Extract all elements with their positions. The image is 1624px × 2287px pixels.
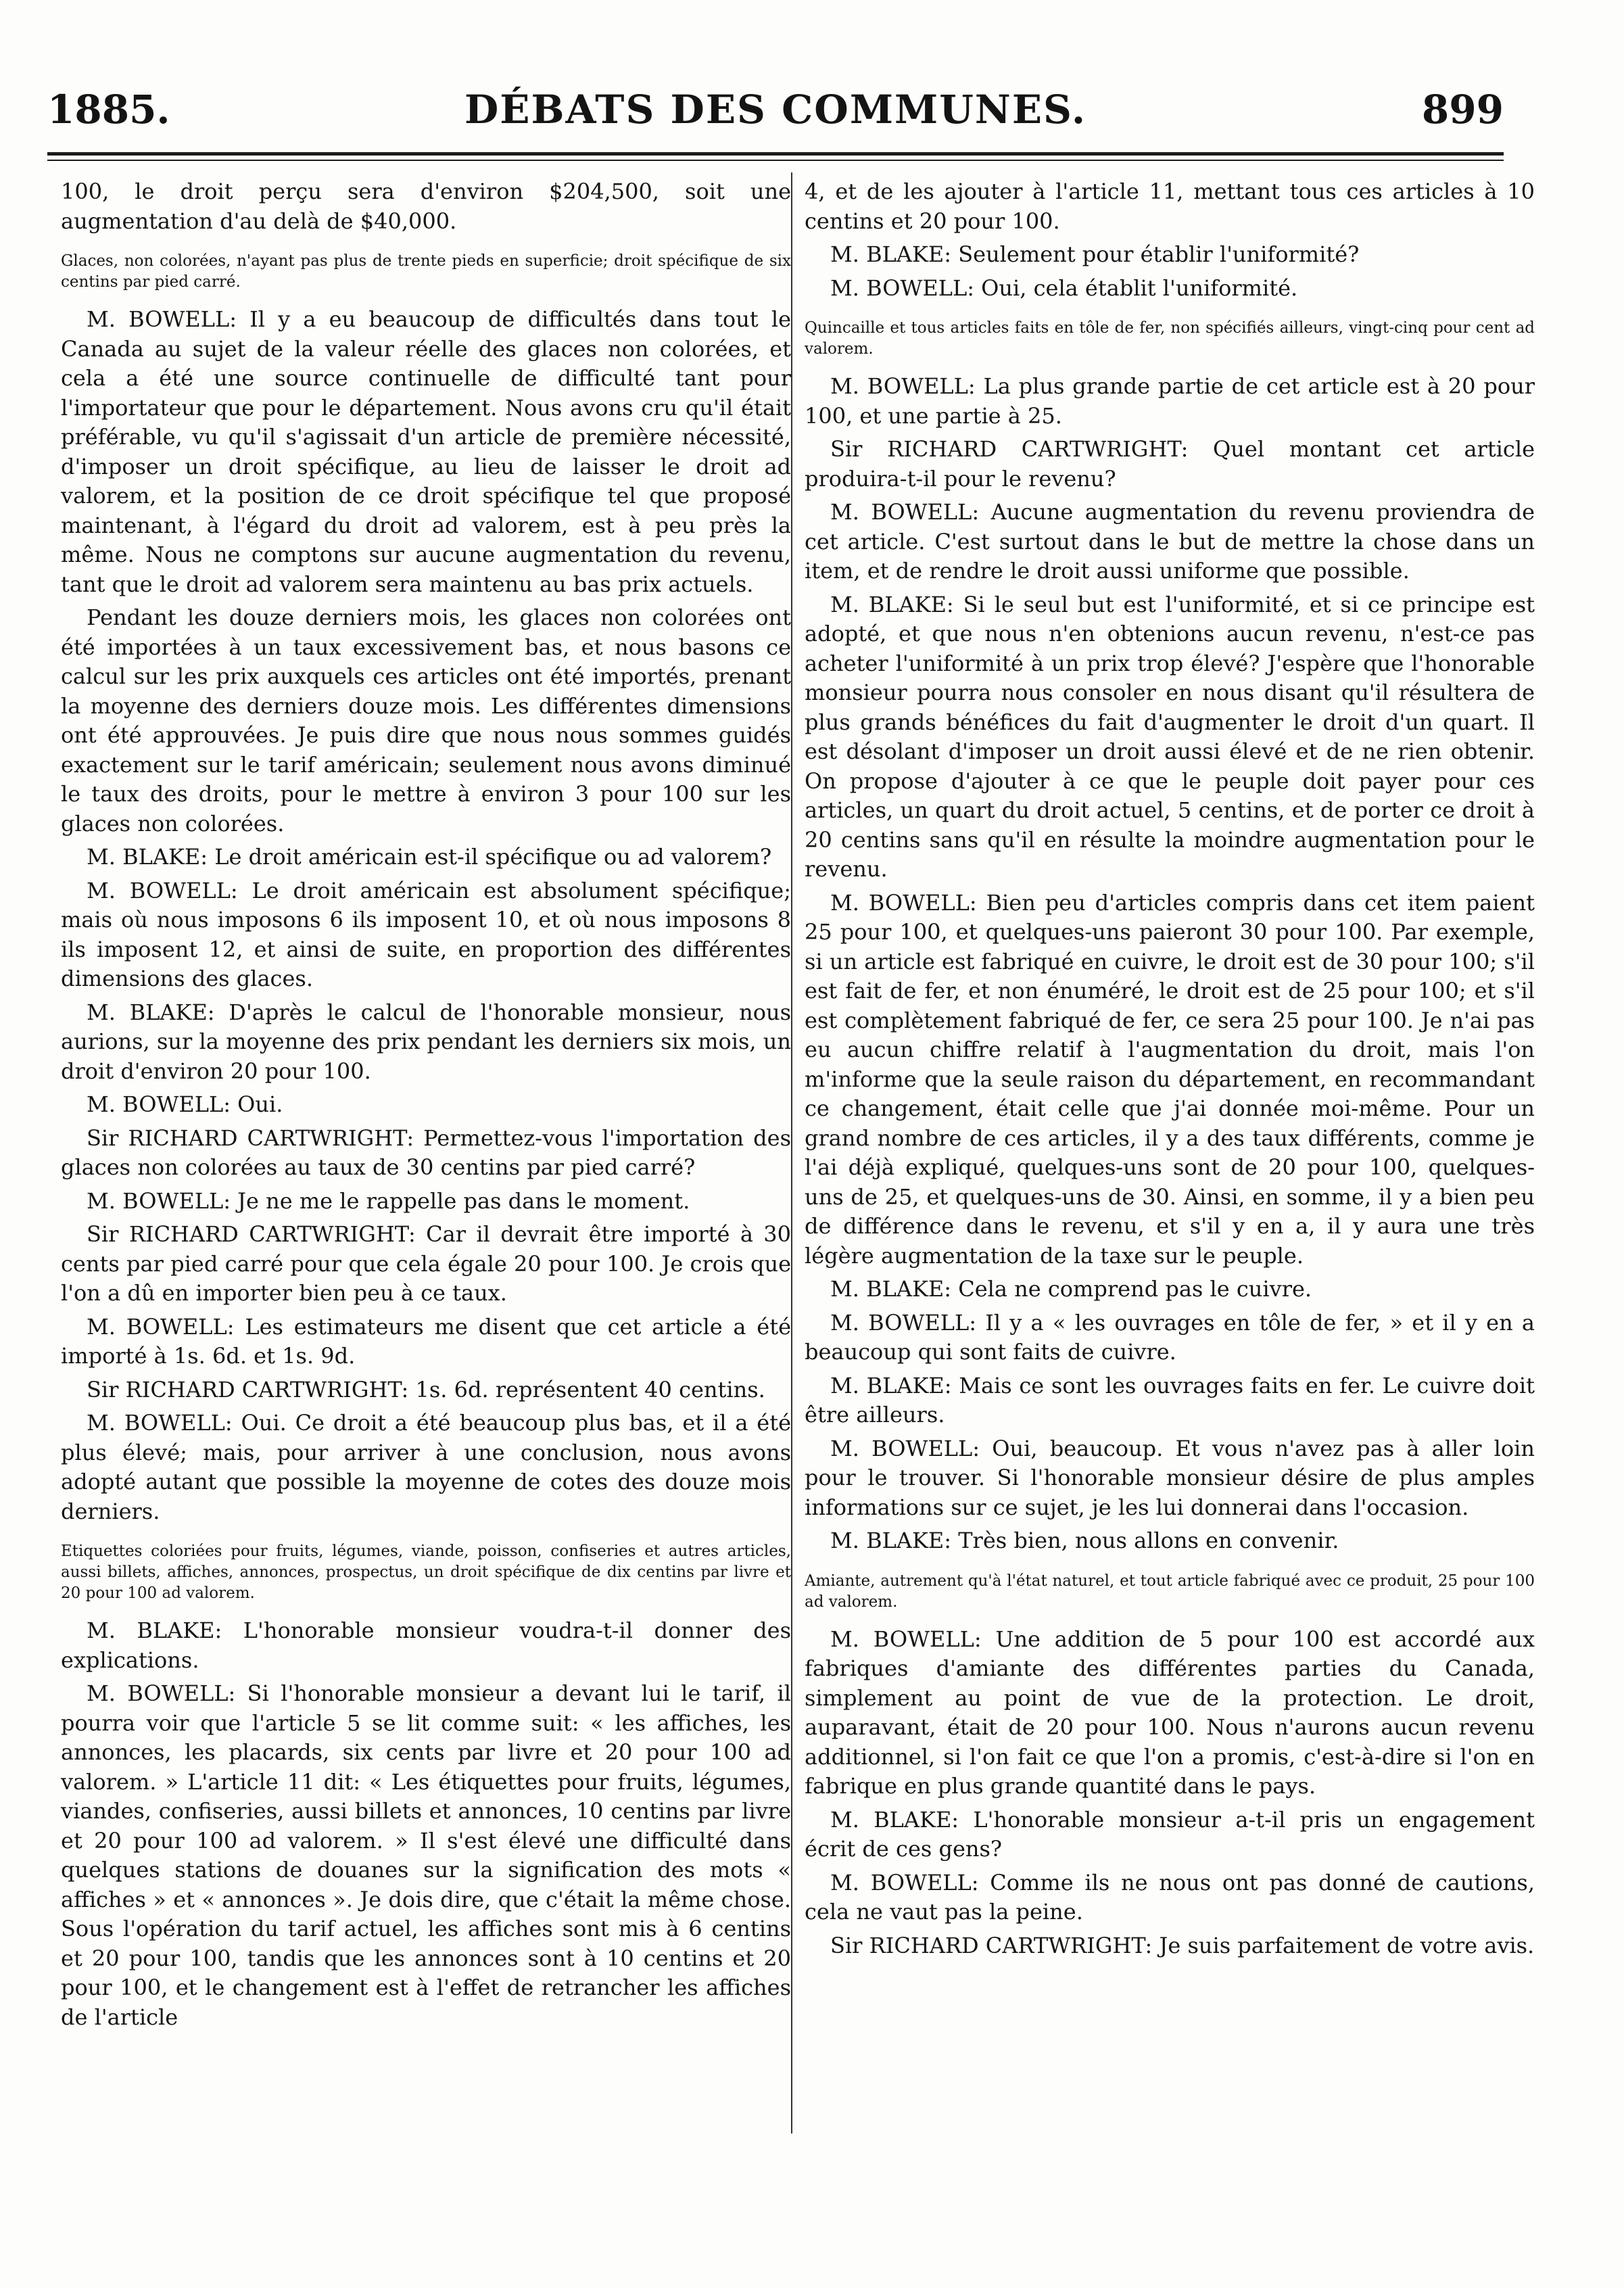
tariff-item: Glaces, non colorées, n'ayant pas plus de trente pieds en superficie; droit spécifique de six centins par pied carré. bbox=[61, 252, 791, 291]
tariff-item: Quincaille et tous articles faits en tôle de fer, non spécifiés ailleurs, vingt-cinq pour cent ad valorem. bbox=[805, 319, 1535, 358]
debate-paragraph: M. BLAKE: Le droit américain est-il spécifique ou ad valorem? bbox=[87, 844, 772, 870]
debate-paragraph: M. BOWELL: Le droit américain est absolument spécifique; mais où nous imposons 6 ils imposent 10, et où nous imposons 8 ils imposent 12, et ainsi de suite, en proportion des différentes dimensions des glaces. bbox=[61, 877, 791, 991]
debate-paragraph: Sir RICHARD CARTWRIGHT: Quel montant cet article produira-t-il pour le revenu? bbox=[805, 436, 1535, 492]
debate-paragraph: M. BOWELL: Oui. bbox=[87, 1091, 283, 1117]
debate-paragraph: M. BOWELL: Je ne me le rappelle pas dans le moment. bbox=[87, 1187, 690, 1214]
debate-paragraph: M. BOWELL: Il y a eu beaucoup de difficultés dans tout le Canada au sujet de la valeur réelle des glaces non colorées, et cela a été une source continuelle de difficulté tant pour l'importateur que pour le département. Nous avons cru qu'il était préférable, vu qu'il s'agissait d'un article de première nécessité, d'imposer un droit spécifique, au lieu de laisser le droit ad valorem, et la position de ce droit spécifique tel que proposé maintenant, à l'égard du droit ad valorem, est à peu près la même. Nous ne comptons sur aucune augmentation du revenu, tant que le droit ad valorem sera maintenu au bas prix actuels. bbox=[61, 306, 791, 597]
debate-paragraph: M. BOWELL: Oui, cela établit l'uniformité. bbox=[830, 275, 1298, 301]
debate-paragraph: M. BOWELL: Aucune augmentation du revenu proviendra de cet article. C'est surtout dans le but de mettre la chose dans un item, et de rendre le droit aussi uniforme que possible. bbox=[805, 499, 1535, 584]
debate-paragraph: Sir RICHARD CARTWRIGHT: Car il devrait être importé à 30 cents par pied carré pour que cela égale 20 pour 100. Je crois que l'on a dû en importer bien peu à ce taux. bbox=[61, 1221, 791, 1306]
debate-paragraph: Pendant les douze derniers mois, les glaces non colorées ont été importées à un taux excessivement bas, et nous basons ce calcul sur les prix auxquels ces articles ont été importés, prenant la moyenne des derniers douze mois. Les différentes dimensions ont été approuvées. Je puis dire que nous nous sommes guidés exactement sur le tarif américain; seulement nous avons diminué le taux des droits, pour le mettre à environ 3 pour 100 sur les glaces non colorées. bbox=[61, 605, 791, 836]
debate-paragraph: 100, le droit perçu sera d'environ $204,500, soit une augmentation d'au delà de $40,000. bbox=[61, 179, 791, 234]
left-column bbox=[61, 177, 791, 2036]
debate-paragraph: Sir RICHARD CARTWRIGHT: 1s. 6d. représentent 40 centins. bbox=[87, 1376, 765, 1402]
header-page-number: 899 bbox=[1421, 87, 1504, 133]
debate-paragraph: M. BOWELL: Oui. Ce droit a été beaucoup plus bas, et il a été plus élevé; mais, pour arriver à une conclusion, nous avons adopté autant que possible la moyenne de cotes des douze mois derniers. bbox=[61, 1410, 791, 1524]
debate-paragraph: Sir RICHARD CARTWRIGHT: Permettez-vous l'importation des glaces non colorées au taux de 30 centins par pied carré? bbox=[61, 1125, 791, 1180]
debate-paragraph: M. BLAKE: Cela ne comprend pas le cuivre. bbox=[830, 1276, 1312, 1302]
debate-paragraph: M. BLAKE: Seulement pour établir l'uniformité? bbox=[830, 241, 1360, 267]
debate-paragraph: M. BLAKE: L'honorable monsieur voudra-t-il donner des explications. bbox=[61, 1618, 791, 1673]
right-column bbox=[805, 177, 1535, 1964]
debate-paragraph: M. BLAKE: Mais ce sont les ouvrages faits en fer. Le cuivre doit être ailleurs. bbox=[805, 1372, 1535, 1428]
debate-paragraph: M. BOWELL: Les estimateurs me disent que cet article a été importé à 1s. 6d. et 1s. 9d. bbox=[61, 1313, 791, 1369]
tariff-item: Amiante, autrement qu'à l'état naturel, et tout article fabriqué avec ce produit, 25 pour 100 ad valorem. bbox=[805, 1572, 1535, 1611]
debate-paragraph: M. BLAKE: Très bien, nous allons en convenir. bbox=[830, 1528, 1339, 1553]
debate-paragraph: M. BLAKE: D'après le calcul de l'honorable monsieur, nous aurions, sur la moyenne des prix pendant les derniers six mois, un droit d'environ 20 pour 100. bbox=[61, 999, 791, 1084]
header-title: DÉBATS DES COMMUNES. bbox=[464, 87, 1087, 133]
column-divider bbox=[791, 172, 792, 2133]
debate-paragraph: M. BOWELL: Bien peu d'articles compris dans cet item paient 25 pour 100, et quelques-uns paieront 30 pour 100. Par exemple, si un article est fabriqué en cuivre, le droit est de 30 pour 100; s'il est fait de fer, et non énuméré, le droit est de 25 pour 100; et s'il est complètement fabriqué de fer, ce sera 25 pour 100. Je n'ai pas eu aucun chiffre relatif à l'augmentation du droit, mais l'on m'informe que la seule raison du département, en recommandant ce changement, était celle que j'ai donnée moi-même. Pour un grand nombre de ces articles, il y a des taux différents, comme je l'ai déjà expliqué, quelques-uns sont de 20 pour 100, quelques-uns de 25, et quelques-uns de 30. Ainsi, en somme, il y a bien peu de différence dans le revenu, et s'il y en a, il y aura une très légère augmentation de la taxe sur le peuple. bbox=[805, 889, 1535, 1269]
debate-paragraph: M. BOWELL: Il y a « les ouvrages en tôle de fer, » et il y en a beaucoup qui sont faits de cuivre. bbox=[805, 1309, 1535, 1365]
debate-paragraph: 4, et de les ajouter à l'article 11, mettant tous ces articles à 10 centins et 20 pour 100. bbox=[805, 179, 1535, 234]
debate-paragraph: M. BOWELL: La plus grande partie de cet article est à 20 pour 100, et une partie à 25. bbox=[805, 373, 1535, 429]
debate-paragraph: M. BLAKE: Si le seul but est l'uniformité, et si ce principe est adopté, et que nous n'en obtenions aucun revenu, n'est-ce pas acheter l'uniformité à un prix trop élevé? J'espère que l'honorable monsieur pourra nous consoler en nous disant qu'il résultera de plus grands bénéfices du fait d'augmenter le droit d'un quart. Il est désolant d'imposer un droit aussi élevé et de ne rien obtenir. On propose d'ajouter à ce que le peuple doit payer pour ces articles, un quart du droit actuel, 5 centins, et de porter ce droit à 20 centins sans qu'il en résulte la moindre augmentation pour le revenu. bbox=[805, 591, 1535, 882]
tariff-item: Etiquettes coloriées pour fruits, légumes, viande, poisson, confiseries et autres articles, aussi billets, affiches, annonces, prospectus, un droit spécifique de dix centins par livre et 20 pour 100 ad valorem. bbox=[61, 1542, 791, 1602]
debate-paragraph: M. BOWELL: Oui, beaucoup. Et vous n'avez pas à aller loin pour le trouver. Si l'honorable monsieur désire de plus amples informations sur ce sujet, je les lui donnerai dans l'occasion. bbox=[805, 1435, 1535, 1520]
header-rule bbox=[47, 152, 1504, 156]
debate-paragraph: M. BLAKE: L'honorable monsieur a-t-il pris un engagement écrit de ces gens? bbox=[805, 1806, 1535, 1862]
debate-paragraph: M. BOWELL: Comme ils ne nous ont pas donné de cautions, cela ne vaut pas la peine. bbox=[805, 1869, 1535, 1925]
debate-paragraph: M. BOWELL: Si l'honorable monsieur a devant lui le tarif, il pourra voir que l'article 5 se lit comme suit: « les affiches, les annonces, les placards, six cents par livre et 20 pour 100 ad valorem. » L'article 11 dit: « Les étiquettes pour fruits, légumes, viandes, confiseries, aussi billets et annonces, 10 centins par livre et 20 pour 100 ad valorem. » Il s'est élevé une difficulté dans quelques stations de douanes sur la signification des mots « affiches » et « annonces ». Je dois dire, que c'était la même chose. Sous l'opération du tarif actuel, les affiches sont mis à 6 centins et 20 pour 100, tandis que les annonces sont à 10 centins et 20 pour 100, et le changement est à l'effet de retrancher les affiches de l'article bbox=[61, 1680, 791, 2030]
page-header bbox=[47, 87, 1504, 142]
header-year: 1885. bbox=[47, 87, 170, 133]
debate-paragraph: M. BOWELL: Une addition de 5 pour 100 est accordé aux fabriques d'amiante des différentes parties du Canada, simplement au point de vue de la protection. Le droit, auparavant, était de 20 pour 100. Nous n'aurons aucun revenu additionnel, si l'on fait ce que l'on a promis, c'est-à-dire si l'on en fabrique en plus grande quantité dans le pays. bbox=[805, 1626, 1535, 1799]
debate-paragraph: Sir RICHARD CARTWRIGHT: Je suis parfaitement de votre avis. bbox=[830, 1932, 1535, 1958]
header-rule-thin bbox=[47, 160, 1504, 161]
